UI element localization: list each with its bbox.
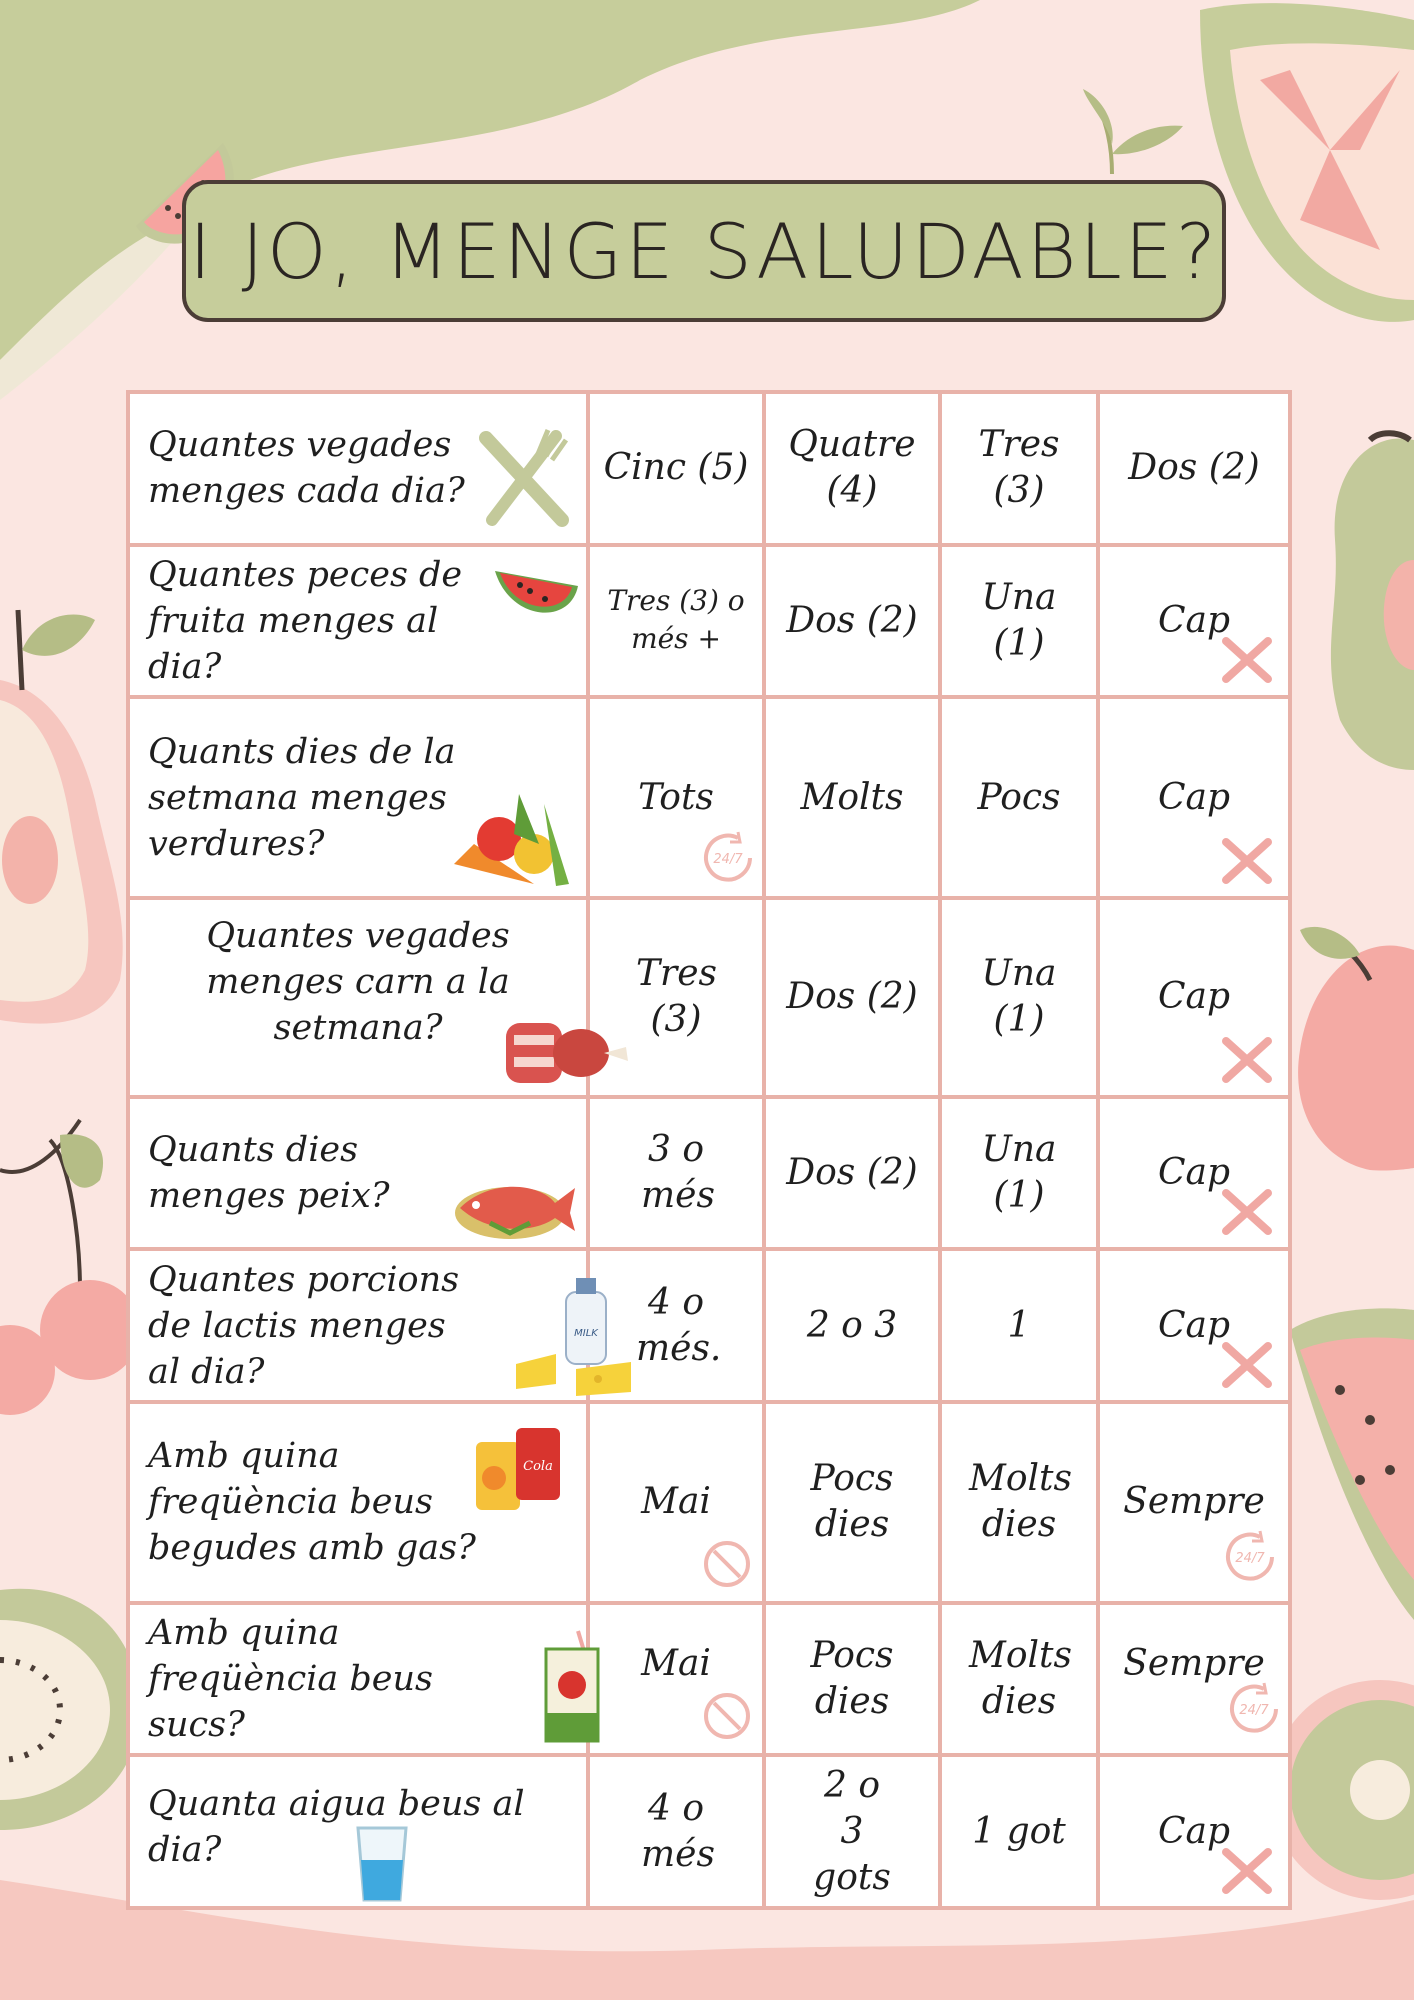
cross-mark-icon: [1220, 1340, 1274, 1390]
answer-option[interactable]: [588, 1603, 764, 1756]
page-title: I JO, MENGE SALUDABLE?: [188, 206, 1220, 296]
answer-option[interactable]: [1098, 1755, 1290, 1908]
cross-mark-icon: [1220, 1846, 1274, 1896]
cola-label: Cola: [523, 1458, 553, 1474]
answer-option[interactable]: [1098, 1097, 1290, 1250]
option-label: Dos (2): [786, 599, 918, 641]
option-label: 3 o més: [641, 1129, 715, 1217]
answer-option[interactable]: [1098, 1249, 1290, 1402]
answer-option[interactable]: [588, 392, 764, 545]
option-label: Dos (2): [786, 1152, 918, 1194]
table-row: [128, 1097, 1290, 1250]
24-7-clock-icon: [1220, 1527, 1280, 1587]
answer-option[interactable]: [588, 697, 764, 898]
milk-label: MILK: [574, 1327, 598, 1339]
question-text: Amb quina freqüència beus begudes amb gas?: [148, 1436, 476, 1569]
option-label: Molts dies: [969, 1635, 1072, 1723]
sprout-icon: [1078, 84, 1188, 184]
option-label: Tres (3): [636, 953, 717, 1041]
fish-icon: [450, 1163, 580, 1243]
cherries-decoration: [0, 1120, 140, 1415]
answer-option[interactable]: [764, 1603, 940, 1756]
option-label: Pocs dies: [810, 1635, 894, 1723]
option-label: Quatre (4): [788, 424, 916, 512]
question-cell: [128, 1603, 588, 1756]
title-banner: [182, 180, 1226, 322]
option-label: Pocs: [977, 776, 1061, 818]
apple-decoration: [1298, 927, 1414, 1171]
cross-mark-icon: [1220, 1187, 1274, 1237]
option-label: 1 got: [972, 1810, 1066, 1852]
table-row: [128, 1249, 1290, 1402]
grapefruit-slice-decoration: [1200, 3, 1414, 322]
option-label: Tres (3): [978, 424, 1060, 512]
answer-option[interactable]: [588, 1755, 764, 1908]
table-row: [128, 898, 1290, 1097]
question-cell: [128, 1755, 588, 1908]
table-row: [128, 1755, 1290, 1908]
option-label: Sempre: [1123, 1643, 1265, 1685]
option-label: Una (1): [981, 1129, 1057, 1217]
answer-option[interactable]: [1098, 392, 1290, 545]
watermelon-slice-decoration: [1290, 1308, 1414, 1620]
option-label: Una (1): [981, 576, 1057, 664]
answer-option[interactable]: [764, 1249, 940, 1402]
answer-option[interactable]: [588, 898, 764, 1097]
always-badge-text: 24/7: [713, 851, 743, 867]
table-row: [128, 545, 1290, 698]
answer-option[interactable]: [764, 1402, 940, 1603]
cutlery-icon: [476, 428, 572, 528]
answer-option[interactable]: [940, 898, 1098, 1097]
option-label: Cap: [1157, 1810, 1231, 1852]
pear-decoration: [1331, 433, 1414, 770]
answer-option[interactable]: [940, 697, 1098, 898]
question-text: Quants dies de la setmana menges verdures?: [148, 731, 456, 864]
watermelon-icon: [490, 551, 580, 631]
answer-option[interactable]: [1098, 1603, 1290, 1756]
option-label: Cap: [1157, 976, 1231, 1018]
option-label: 4 o més.: [636, 1281, 722, 1369]
question-cell: [128, 1097, 588, 1250]
kiwi-decoration: [0, 1589, 140, 1830]
option-label: 2 o 3 gots: [813, 1764, 891, 1898]
answer-option[interactable]: [940, 1402, 1098, 1603]
answer-option[interactable]: [764, 545, 940, 698]
option-label: Molts: [800, 776, 904, 818]
answer-option[interactable]: [940, 1097, 1098, 1250]
answer-option[interactable]: [940, 1755, 1098, 1908]
question-cell: [128, 697, 588, 898]
option-label: Cap: [1157, 599, 1231, 641]
answer-option[interactable]: [764, 392, 940, 545]
option-label: 1: [1007, 1304, 1031, 1346]
option-label: Sempre: [1123, 1481, 1265, 1523]
always-badge-text: 24/7: [1235, 1550, 1265, 1566]
option-label: Dos (2): [786, 976, 918, 1018]
answer-option[interactable]: [764, 898, 940, 1097]
question-text: Quantes vegades menges cada dia?: [148, 425, 465, 512]
answer-option[interactable]: [588, 1249, 764, 1402]
answer-option[interactable]: [940, 1603, 1098, 1756]
option-label: Dos (2): [1128, 447, 1260, 489]
answer-option[interactable]: [764, 697, 940, 898]
option-label: Una (1): [981, 953, 1057, 1041]
no-entry-icon: [702, 1691, 752, 1741]
answer-option[interactable]: [1098, 898, 1290, 1097]
answer-option[interactable]: [588, 545, 764, 698]
question-cell: [128, 392, 588, 545]
option-label: 2 o 3: [806, 1304, 898, 1346]
question-text: Quantes vegades menges carn a la setmana?: [206, 916, 510, 1049]
table-row: [128, 697, 1290, 898]
option-label: Tots: [638, 776, 714, 818]
answer-option[interactable]: [588, 1097, 764, 1250]
option-label: 4 o més: [641, 1787, 715, 1875]
question-text: Quanta aigua beus al dia?: [148, 1784, 525, 1871]
option-label: Molts dies: [969, 1458, 1072, 1546]
24-7-clock-icon: [698, 828, 758, 888]
answer-option[interactable]: [764, 1755, 940, 1908]
cross-mark-icon: [1220, 1035, 1274, 1085]
option-label: Cap: [1157, 1152, 1231, 1194]
pear-half-decoration: [0, 610, 123, 1024]
always-badge-text: 24/7: [1239, 1703, 1269, 1719]
answer-option[interactable]: [940, 392, 1098, 545]
question-cell: [128, 898, 588, 1097]
option-label: Cinc (5): [603, 447, 749, 489]
answer-option[interactable]: [588, 1402, 764, 1603]
table-row: [128, 1603, 1290, 1756]
water-glass-icon: [352, 1824, 412, 1904]
answer-option[interactable]: [940, 1249, 1098, 1402]
healthy-eating-quiz-table: [126, 390, 1292, 1910]
option-label: Cap: [1157, 1304, 1231, 1346]
soda-cans-icon: [472, 1422, 568, 1518]
question-text: Quants dies menges peix?: [148, 1130, 390, 1217]
answer-option[interactable]: [940, 545, 1098, 698]
table-row: [128, 392, 1290, 545]
answer-option[interactable]: [764, 1097, 940, 1250]
question-cell: [128, 1249, 598, 1402]
question-cell: [128, 1402, 588, 1603]
24-7-clock-icon: [1224, 1679, 1284, 1739]
question-cell: [128, 545, 588, 698]
cross-mark-icon: [1220, 836, 1274, 886]
cross-mark-icon: [1220, 635, 1274, 685]
no-entry-icon: [702, 1539, 752, 1589]
table-row: [128, 1402, 1290, 1603]
answer-option[interactable]: [1098, 1402, 1290, 1603]
question-text: Quantes porcions de lactis menges al dia?: [148, 1259, 460, 1392]
option-label: Cap: [1157, 776, 1231, 818]
option-label: Pocs dies: [810, 1458, 894, 1546]
vegetables-icon: [444, 784, 584, 894]
option-label: Mai: [641, 1481, 711, 1523]
answer-option[interactable]: [1098, 545, 1290, 698]
option-label: Mai: [641, 1643, 711, 1685]
question-text: Quantes peces de fruita menges al dia?: [148, 554, 463, 687]
answer-option[interactable]: [1098, 697, 1290, 898]
option-label: Tres (3) o més +: [607, 583, 745, 655]
question-text: Amb quina freqüència beus sucs?: [148, 1613, 434, 1746]
